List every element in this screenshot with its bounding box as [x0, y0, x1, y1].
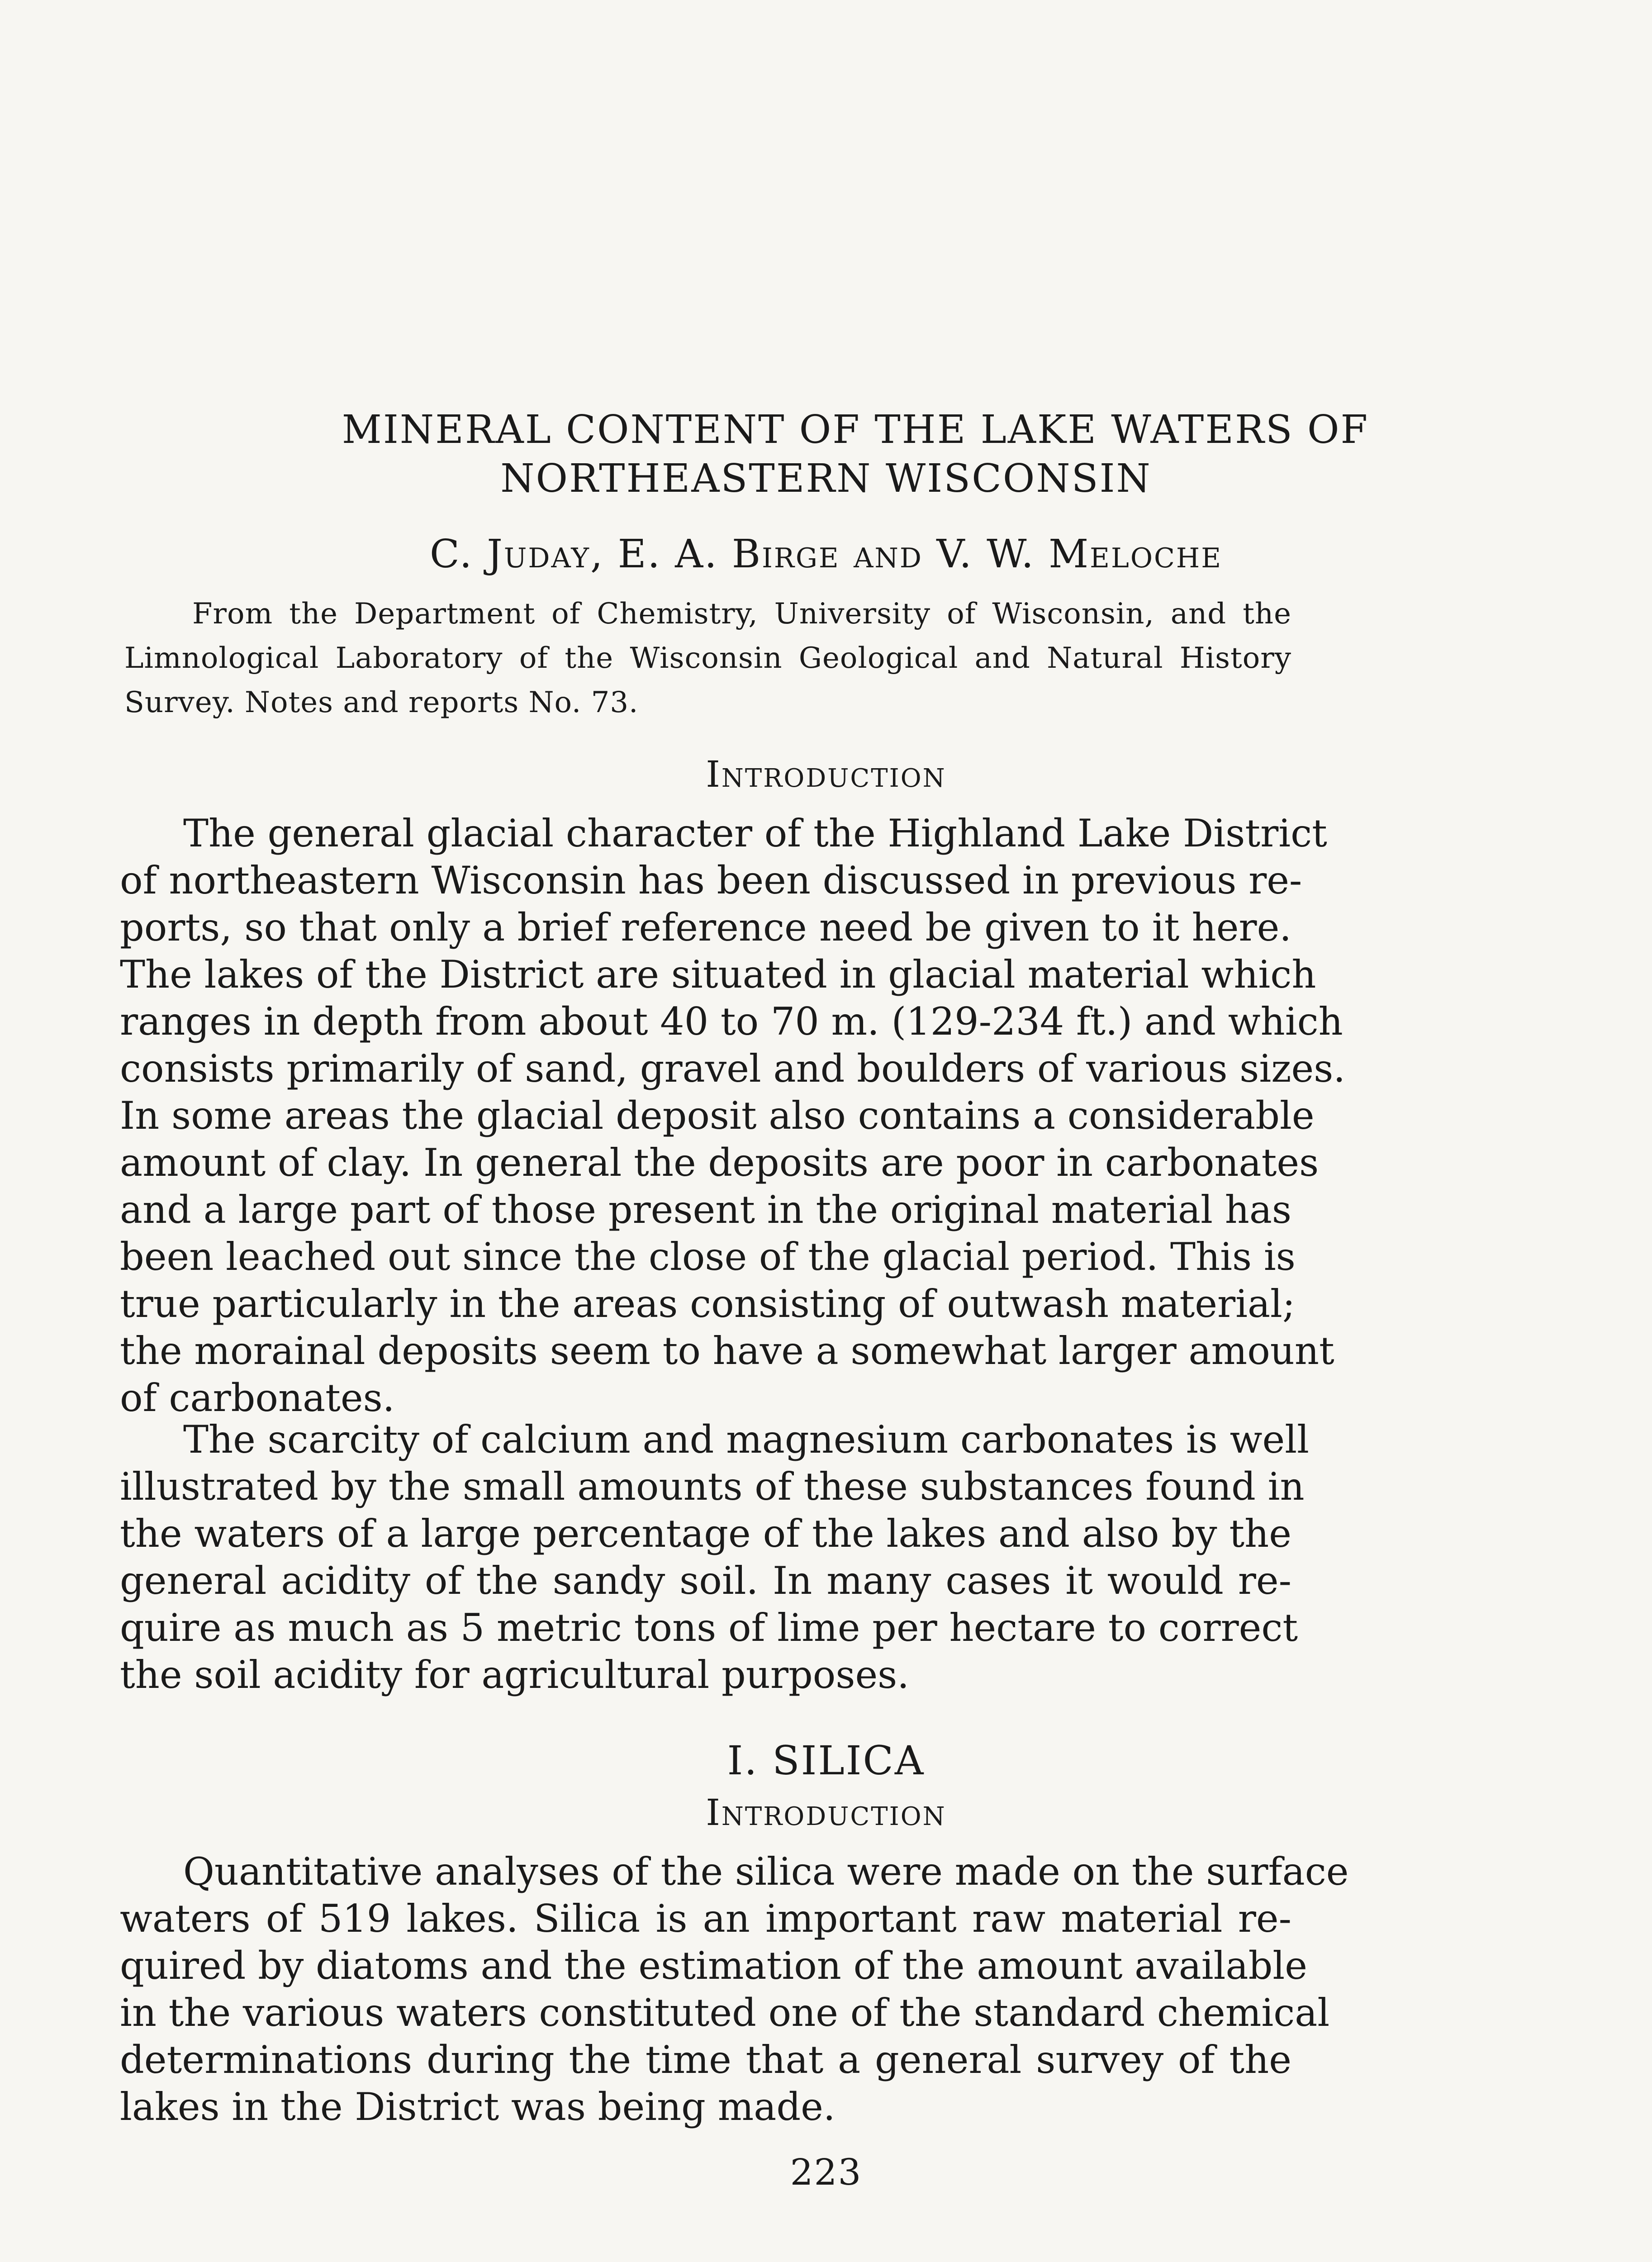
text-line: the morainal deposits seem to have a somewhat larger amount — [120, 1329, 1334, 1373]
text-line: illustrated by the small amounts of these substances found in — [120, 1464, 1305, 1509]
affiliation-line: Survey. Notes and reports No. 73. — [124, 686, 639, 719]
introduction-heading: Introduction — [706, 753, 946, 795]
text-line: and a large part of those present in the original material has — [120, 1188, 1291, 1232]
text-line: quire as much as 5 metric tons of lime per hectare to correct — [120, 1606, 1298, 1650]
silica-paragraph-1 — [120, 1848, 1349, 2130]
text-line: general acidity of the sandy soil. In many cases it would re- — [120, 1559, 1291, 1603]
affiliation-note — [124, 592, 1291, 725]
text-line: In some areas the glacial deposit also contains a considerable — [120, 1093, 1315, 1138]
text-line: determinations during the time that a general survey of the — [120, 2038, 1291, 2082]
text-line: The lakes of the District are situated in glacial material which — [120, 952, 1316, 997]
text-line: true particularly in the areas consisting of outwash material; — [120, 1282, 1296, 1326]
text-line: of carbonates. — [120, 1376, 395, 1420]
text-line: quired by diatoms and the estimation of the amount available — [120, 1944, 1307, 1988]
text-line: ranges in depth from about 40 to 70 m. (129-234 ft.) and which — [120, 999, 1343, 1044]
text-line: been leached out since the close of the glacial period. This is — [120, 1235, 1296, 1279]
affiliation-line: From the Department of Chemistry, University of Wisconsin, and the — [192, 597, 1291, 631]
text-line: lakes in the District was being made. — [120, 2085, 835, 2129]
text-line: waters of 519 lakes. Silica is an important raw material re- — [120, 1896, 1291, 1941]
introduction-paragraph-2 — [120, 1416, 1309, 1698]
introduction-paragraph-1 — [120, 810, 1346, 1421]
article-title-line-2: NORTHEASTERN WISCONSIN — [500, 456, 1152, 501]
text-line: of northeastern Wisconsin has been discussed in previous re- — [120, 858, 1302, 903]
page-number: 223 — [790, 2151, 862, 2193]
text-line: ports, so that only a brief reference need be given to it here. — [120, 905, 1291, 950]
authors: C. Juday, E. A. Birge and V. W. Meloche — [429, 532, 1223, 577]
text-line: the waters of a large percentage of the lakes and also by the — [120, 1511, 1291, 1556]
article-title-line-1: MINERAL CONTENT OF THE LAKE WATERS OF — [342, 407, 1369, 452]
text-line: amount of clay. In general the deposits are poor in carbonates — [120, 1141, 1319, 1185]
silica-introduction-heading: Introduction — [706, 1792, 946, 1834]
text-line: consists primarily of sand, gravel and boulders of various sizes. — [120, 1046, 1346, 1091]
silica-heading: I. SILICA — [727, 1737, 925, 1784]
text-line: in the various waters constituted one of the standard chemical — [120, 1991, 1330, 2035]
text-line: Quantitative analyses of the silica were made on the surface — [183, 1849, 1349, 1894]
text-line: The scarcity of calcium and magnesium carbonates is well — [183, 1417, 1309, 1462]
text-line: The general glacial character of the Highland Lake District — [183, 811, 1327, 855]
affiliation-line: Limnological Laboratory of the Wisconsin Geological and Natural History — [124, 642, 1291, 675]
text-line: the soil acidity for agricultural purposes. — [120, 1653, 909, 1697]
